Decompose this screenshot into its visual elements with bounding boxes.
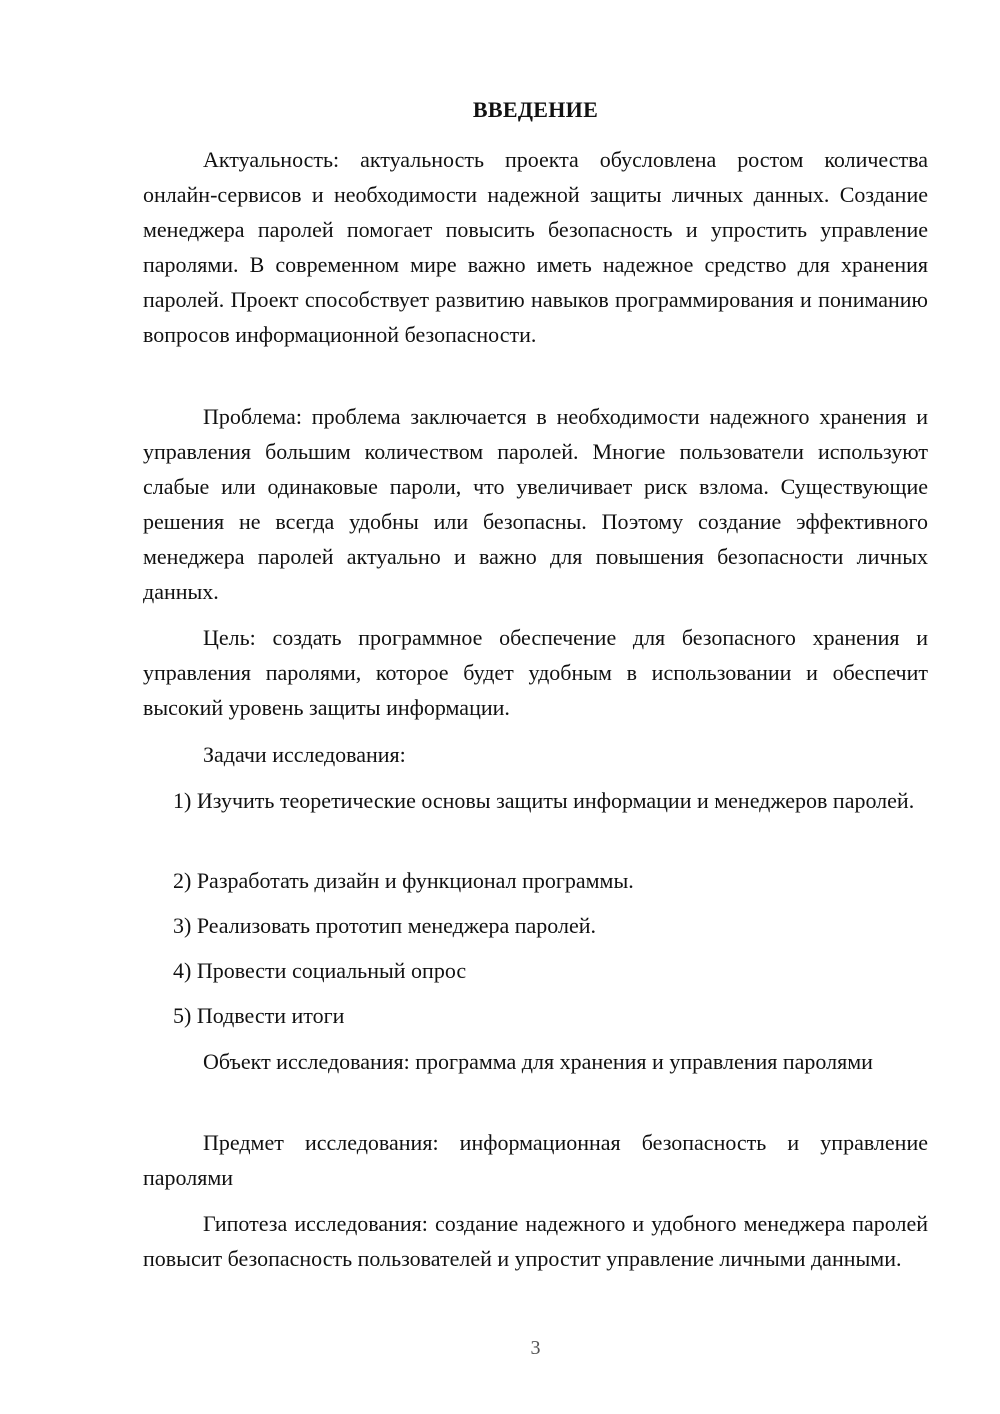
page-title: ВВЕДЕНИЕ xyxy=(472,97,599,122)
paragraph-object: Объект исследования: программа для хранения и управления паролями xyxy=(203,1049,873,1074)
paragraph-subject: Предмет исследования: информационная безопасность и управление паролями xyxy=(143,1130,928,1190)
paragraph-hypothesis: Гипотеза исследования: создание надежного и удобного менеджера паролей повысит безопасность пользователей и упростит управление личными данными. xyxy=(143,1211,928,1271)
page-number: 3 xyxy=(530,1337,541,1359)
task-item-2: 2) Разработать дизайн и функционал программы. xyxy=(173,868,634,893)
paragraph-problem: Проблема: проблема заключается в необходимости надежного хранения и управления большим количеством паролей. Многие пользователи используют слабые или одинаковые пароли, что увеличивает риск взлома. Существующие решения не всегда удобны или безопасны. Поэтому создание эффективного менеджера паролей актуально и важно для повышения безопасности личных данных. xyxy=(143,404,928,604)
task-item-1: 1) Изучить теоретические основы защиты информации и менеджеров паролей. xyxy=(173,788,915,813)
paragraph-relevance: Актуальность: актуальность проекта обусловлена ростом количества онлайн-сервисов и необходимости надежной защиты личных данных. Создание менеджера паролей помогает повысить безопасность и упростить управление паролями. В современном мире важно иметь надежное средство для хранения паролей. Проект способствует развитию навыков программирования и пониманию вопросов информационной безопасности. xyxy=(143,147,928,347)
task-item-4: 4) Провести социальный опрос xyxy=(173,958,467,983)
document-page xyxy=(143,0,928,1414)
task-item-3: 3) Реализовать прототип менеджера паролей. xyxy=(173,913,597,938)
paragraph-tasks-heading: Задачи исследования: xyxy=(203,742,406,767)
task-item-5: 5) Подвести итоги xyxy=(173,1003,345,1028)
paragraph-goal: Цель: создать программное обеспечение для безопасного хранения и управления паролями, которое будет удобным в использовании и обеспечит высокий уровень защиты информации. xyxy=(143,625,928,720)
